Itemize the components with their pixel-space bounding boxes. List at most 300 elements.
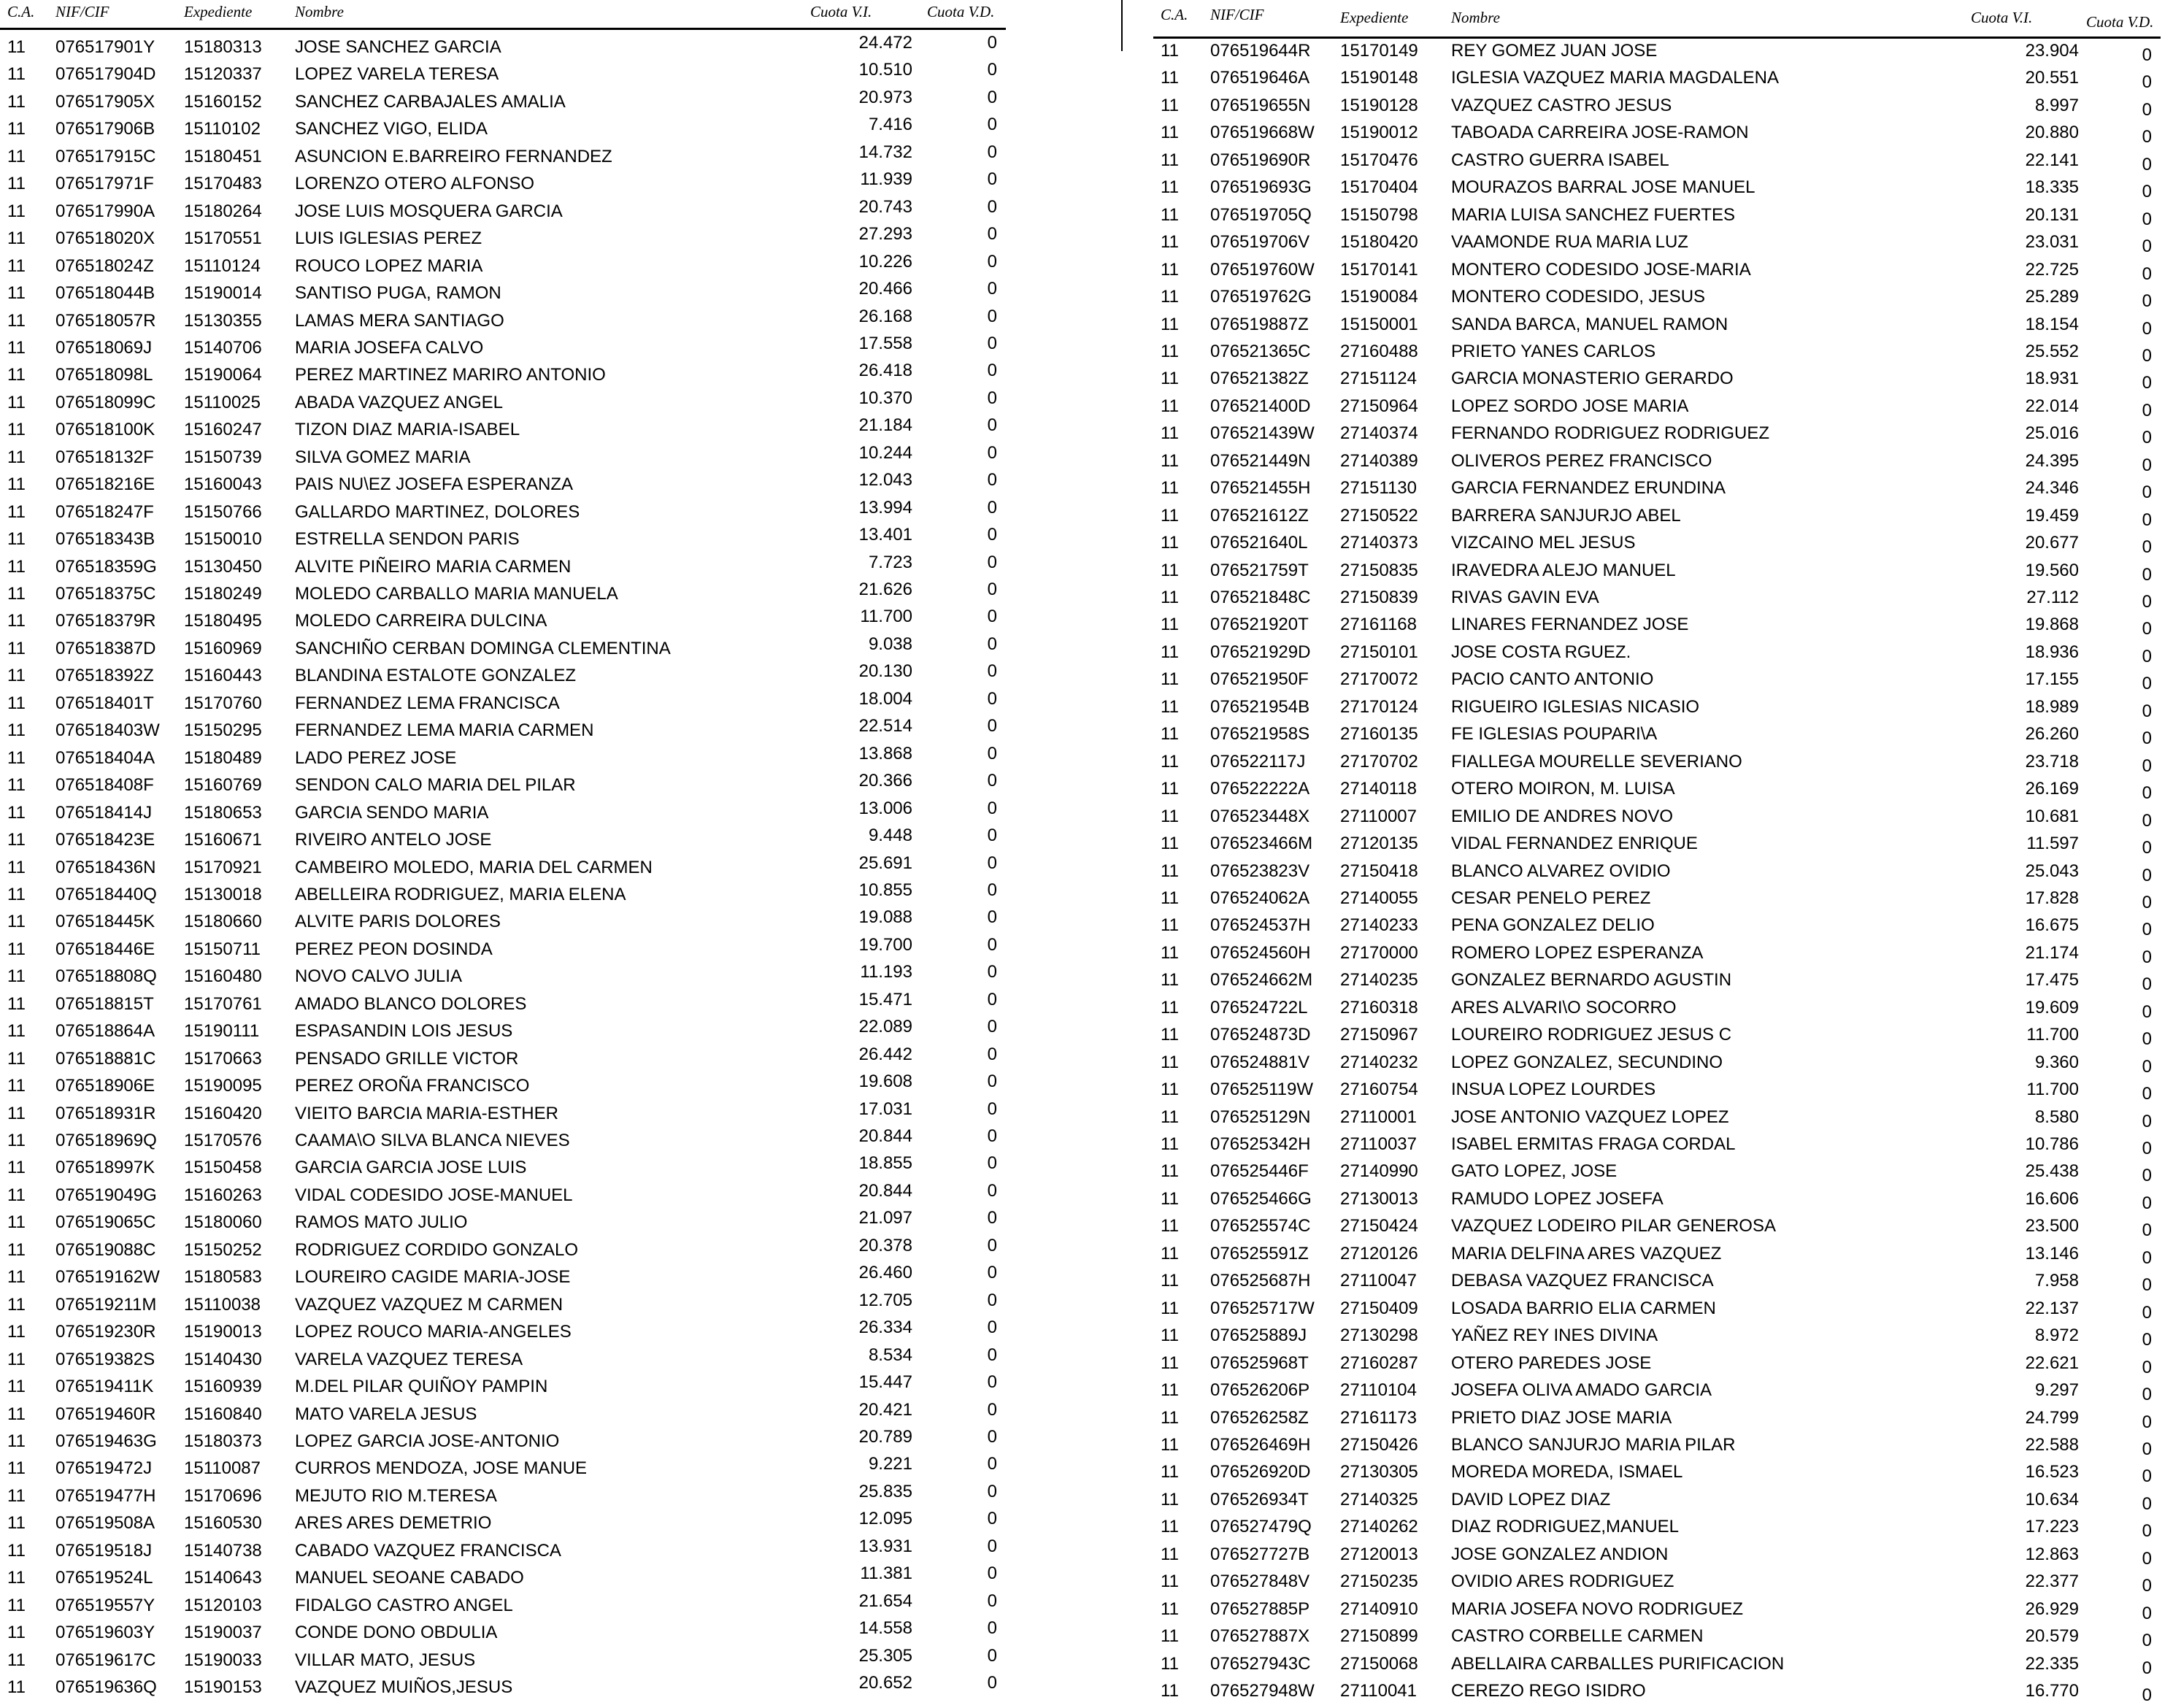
ca-cell: 11 [1161,41,1179,61]
expediente-cell: 27150967 [1340,1025,1418,1045]
cuota-vi-cell: 15.447 [858,1372,912,1393]
cuota-vd-cell: 0 [987,1536,997,1556]
table-row [0,442,1006,474]
nif-cell: 076519411K [55,1377,154,1397]
table-row [1153,1025,2161,1052]
nombre-cell: JOSE LUIS MOSQUERA GARCIA [295,201,563,221]
table-row [1153,506,2161,533]
nombre-cell: MONTERO CODESIDO JOSE-MARIA [1451,259,1751,280]
nombre-cell: MANUEL SEOANE CABADO [295,1568,524,1588]
nombre-cell: VIEITO BARCIA MARIA-ESTHER [295,1103,558,1123]
ca-cell: 11 [7,584,26,604]
cuota-vi-cell: 9.360 [2034,1052,2079,1072]
cuota-vd-cell: 0 [987,607,997,627]
nombre-cell: VAZQUEZ CASTRO JESUS [1451,95,1672,115]
expediente-cell: 15150252 [184,1239,262,1260]
cuota-vd-cell: 0 [2142,1247,2152,1268]
cuota-vi-cell: 7.723 [868,552,912,572]
nombre-cell: LINARES FERNANDEZ JOSE [1451,615,1689,635]
nombre-cell: GATO LOPEZ, JOSE [1451,1161,1618,1182]
cuota-vd-cell: 0 [987,880,997,900]
table-row [1153,342,2161,369]
nif-cell: 076527848V [1210,1572,1310,1592]
expediente-cell: 15180489 [184,747,262,768]
ca-cell: 11 [7,857,26,877]
cuota-vd-cell: 0 [987,798,997,818]
cuota-vd-cell: 0 [987,962,997,982]
ca-cell: 11 [7,501,26,522]
ca-cell: 11 [1161,751,1179,772]
ca-cell: 11 [7,802,26,823]
cuota-vd-cell: 0 [2142,1275,2152,1296]
nombre-cell: CASTRO CORBELLE CARMEN [1451,1626,1704,1647]
ca-cell: 11 [1161,1107,1179,1127]
expediente-cell: 15190013 [184,1322,262,1342]
nombre-cell: MEJUTO RIO M.TERESA [295,1485,497,1506]
nombre-cell: TIZON DIAZ MARIA-ISABEL [295,420,520,440]
nif-cell: 076525446F [1210,1161,1309,1182]
cuota-vi-cell: 15.471 [858,989,912,1009]
cuota-vd-cell: 0 [987,1126,997,1146]
cuota-vi-cell: 18.154 [2025,314,2079,334]
nombre-cell: ROMERO LOPEZ ESPERANZA [1451,942,1704,963]
cuota-vi-cell: 10.244 [858,442,912,463]
nombre-cell: M.DEL PILAR QUIÑOY PAMPIN [295,1377,548,1397]
nombre-cell: PRIETO YANES CARLOS [1451,341,1656,361]
nombre-cell: ALVITE PARIS DOLORES [295,912,501,932]
nif-cell: 076519230R [55,1322,156,1342]
cuota-vd-cell: 0 [987,907,997,928]
cuota-vd-cell: 0 [987,333,997,353]
nif-cell: 076525968T [1210,1353,1309,1373]
ca-cell: 11 [7,1267,26,1288]
expediente-cell: 27150068 [1340,1653,1418,1674]
table-row [0,1099,1006,1131]
nif-cell: 076519603Y [55,1623,155,1643]
table-row [1153,861,2161,888]
ca-cell: 11 [7,1212,26,1233]
table-row [0,1590,1006,1623]
cuota-vd-cell: 0 [987,1017,997,1037]
cuota-vd-cell: 0 [2142,236,2152,257]
nif-cell: 076518247F [55,501,154,522]
expediente-cell: 27150424 [1340,1216,1418,1236]
cuota-vi-cell: 20.579 [2025,1626,2079,1647]
table-row [1153,1216,2161,1243]
cuota-vi-cell: 26.929 [2025,1599,2079,1619]
table-row [0,1536,1006,1568]
expediente-cell: 27150426 [1340,1434,1418,1455]
expediente-cell: 15180264 [184,201,262,221]
nombre-cell: PEREZ OROÑA FRANCISCO [295,1076,530,1096]
nif-cell: 076519463G [55,1431,157,1451]
nif-cell: 076521612Z [1210,505,1309,526]
nombre-cell: ESPASANDIN LOIS JESUS [295,1021,513,1042]
nif-cell: 076521439W [1210,423,1315,444]
cuota-vd-cell: 0 [987,525,997,545]
nif-cell: 076524722L [1210,997,1308,1018]
nombre-cell: PACIO CANTO ANTONIO [1451,669,1654,690]
cuota-vi-cell: 9.038 [868,634,912,654]
nombre-cell: CASTRO GUERRA ISABEL [1451,150,1669,170]
nombre-cell: ABADA VAZQUEZ ANGEL [295,392,503,412]
cuota-vi-cell: 17.558 [858,333,912,353]
expediente-cell: 15120103 [184,1595,262,1615]
nombre-cell: ARES ARES DEMETRIO [295,1513,492,1534]
ca-cell: 11 [7,420,26,440]
cuota-vi-cell: 20.880 [2025,123,2079,143]
nif-cell: 076523466M [1210,834,1313,854]
nif-cell: 076525129N [1210,1107,1311,1127]
expediente-cell: 15180495 [184,611,262,631]
nombre-cell: GARCIA MONASTERIO GERARDO [1451,369,1734,389]
cuota-vi-cell: 9.448 [868,826,912,846]
ca-cell: 11 [1161,560,1179,580]
table-row [0,634,1006,666]
expediente-cell: 15170551 [184,228,262,249]
cuota-vd-cell: 0 [987,688,997,709]
cuota-vi-cell: 11.700 [2026,1025,2079,1045]
cuota-vd-cell: 0 [2142,728,2152,749]
cuota-vd-cell: 0 [987,1263,997,1283]
cuota-vi-cell: 13.146 [2025,1243,2079,1263]
ca-cell: 11 [7,37,26,57]
expediente-cell: 27150964 [1340,396,1418,416]
ca-cell: 11 [7,228,26,249]
nif-cell: 076519557Y [55,1595,155,1615]
cuota-vi-cell: 26.418 [858,361,912,381]
expediente-cell: 27140389 [1340,450,1418,471]
cuota-vd-cell: 0 [2142,1357,2152,1377]
table-row [1153,123,2161,150]
expediente-cell: 27130305 [1340,1462,1418,1482]
nombre-cell: LOSADA BARRIO ELIA CARMEN [1451,1298,1716,1318]
ca-cell: 11 [7,1595,26,1615]
table-row [0,989,1006,1021]
nombre-cell: PEREZ MARTINEZ MARIRO ANTONIO [295,365,606,385]
table-row [1153,697,2161,724]
nombre-cell: MARIA JOSEFA CALVO [295,337,484,358]
cuota-vi-cell: 22.141 [2025,150,2079,170]
nombre-cell: LAMAS MERA SANTIAGO [295,310,504,331]
cuota-vd-cell: 0 [2142,619,2152,639]
expediente-cell: 15190014 [184,283,262,304]
ca-cell: 11 [1161,505,1179,526]
cuota-vi-cell: 26.168 [858,306,912,326]
nombre-cell: ROUCO LOPEZ MARIA [295,255,483,276]
table-row [1153,1517,2161,1544]
ca-cell: 11 [7,747,26,768]
cuota-vd-cell: 0 [2142,209,2152,229]
expediente-cell: 15150766 [184,501,262,522]
cuota-vd-cell: 0 [2142,154,2152,174]
cuota-vd-cell: 0 [2142,1548,2152,1569]
expediente-cell: 15140643 [184,1568,262,1588]
cuota-vd-cell: 0 [987,634,997,654]
nombre-cell: DIAZ RODRIGUEZ,MANUEL [1451,1517,1680,1537]
expediente-cell: 27110041 [1340,1681,1417,1701]
cuota-vd-cell: 0 [2142,482,2152,503]
ca-cell: 11 [1161,1599,1179,1619]
table-row [1153,1544,2161,1572]
header-ca: C.A. [7,3,35,20]
nombre-cell: LOPEZ VARELA TERESA [295,64,499,85]
nif-cell: 076518132F [55,447,154,467]
cuota-vi-cell: 13.401 [858,525,912,545]
table-row [0,115,1006,146]
nif-cell: 076526258Z [1210,1407,1309,1428]
cuota-vi-cell: 18.936 [2025,642,2079,662]
cuota-vi-cell: 13.868 [858,743,912,763]
ca-cell: 11 [1161,1407,1179,1428]
cuota-vi-cell: 23.500 [2025,1216,2079,1236]
table-row [0,497,1006,529]
nombre-cell: JOSE ANTONIO VAZQUEZ LOPEZ [1451,1107,1729,1127]
nombre-cell: ISABEL ERMITAS FRAGA CORDAL [1451,1134,1736,1154]
nombre-cell: CABADO VAZQUEZ FRANCISCA [295,1540,561,1561]
table-row [0,1235,1006,1267]
table-row [0,415,1006,447]
expediente-cell: 27120126 [1340,1243,1418,1263]
cuota-vi-cell: 22.588 [2025,1434,2079,1455]
cuota-vd-cell: 0 [987,87,997,107]
nombre-cell: GARCIA FERNANDEZ ERUNDINA [1451,478,1726,499]
cuota-vd-cell: 0 [987,361,997,381]
nif-cell: 076519706V [1210,232,1310,253]
ca-cell: 11 [1161,1489,1179,1509]
table-row [1153,478,2161,505]
ca-cell: 11 [7,939,26,959]
nif-cell: 076517971F [55,174,154,194]
nif-cell: 076518440Q [55,884,157,904]
expediente-cell: 15160671 [184,830,262,850]
cuota-vd-cell: 0 [987,1590,997,1611]
cuota-vi-cell: 25.438 [2025,1161,2079,1182]
cuota-vd-cell: 0 [2142,537,2152,558]
header-nif: NIF/CIF [55,3,109,20]
nombre-cell: CESAR PENELO PEREZ [1451,888,1651,908]
table-row [0,361,1006,392]
table-row [0,1372,1006,1404]
ca-cell: 11 [1161,1161,1179,1182]
table-row [0,1317,1006,1349]
cuota-vi-cell: 9.221 [868,1454,912,1474]
nombre-cell: VAZQUEZ LODEIRO PILAR GENEROSA [1451,1216,1776,1236]
cuota-vi-cell: 25.305 [858,1645,912,1666]
expediente-cell: 27160135 [1340,724,1418,745]
cuota-vd-cell: 0 [987,388,997,408]
ca-cell: 11 [1161,68,1179,88]
nombre-cell: CEREZO REGO ISIDRO [1451,1681,1646,1701]
table-row [0,552,1006,584]
table-row [0,1208,1006,1239]
ca-cell: 11 [1161,588,1179,607]
nombre-cell: SANCHEZ VIGO, ELIDA [295,119,488,139]
cuota-vi-cell: 10.510 [858,60,912,80]
table-row [1153,177,2161,204]
expediente-cell: 27130013 [1340,1188,1418,1209]
nombre-cell: VIDAL FERNANDEZ ENRIQUE [1451,834,1698,854]
ca-cell: 11 [7,1677,26,1697]
nif-cell: 076525466G [1210,1188,1312,1209]
cuota-vi-cell: 10.370 [858,388,912,408]
cuota-vi-cell: 22.621 [2025,1353,2079,1373]
nif-cell: 076519693G [1210,177,1312,198]
nif-cell: 076518099C [55,392,156,412]
cuota-vi-cell: 21.184 [858,415,912,436]
table-row [1153,561,2161,588]
cuota-vi-cell: 21.174 [2025,942,2079,963]
expediente-cell: 15170761 [184,993,262,1014]
expediente-cell: 27150101 [1340,642,1418,662]
ca-cell: 11 [7,666,26,686]
nif-cell: 076519690R [1210,150,1311,170]
cuota-vi-cell: 19.609 [2025,997,2079,1018]
nombre-cell: SANCHIÑO CERBAN DOMINGA CLEMENTINA [295,638,671,658]
nif-cell: 076518044B [55,283,155,304]
cuota-vd-cell: 0 [987,1290,997,1310]
table-row [0,826,1006,857]
cuota-vd-cell: 0 [2142,1412,2152,1432]
cuota-vi-cell: 18.004 [858,688,912,709]
nif-cell: 076519472J [55,1458,153,1479]
cuota-vi-cell: 20.973 [858,87,912,107]
expediente-cell: 27151130 [1340,478,1417,499]
expediente-cell: 15160043 [184,474,262,495]
ca-cell: 11 [1161,1544,1179,1564]
nif-cell: 076523448X [1210,806,1310,826]
cuota-vi-cell: 16.523 [2025,1462,2079,1482]
ca-cell: 11 [7,447,26,467]
nif-cell: 076519065C [55,1212,156,1233]
table-row [1153,150,2161,177]
nombre-cell: FIDALGO CASTRO ANGEL [295,1595,513,1615]
expediente-cell: 15170696 [184,1485,262,1506]
nombre-cell: OVIDIO ARES RODRIGUEZ [1451,1572,1674,1592]
table-row [0,716,1006,747]
cuota-vi-cell: 20.743 [858,196,912,217]
cuota-vi-cell: 21.626 [858,580,912,599]
ca-cell: 11 [7,1485,26,1506]
cuota-vd-cell: 0 [2142,1466,2152,1487]
table-row [1153,1080,2161,1107]
table-row [0,1454,1006,1485]
table-row [0,880,1006,912]
ca-cell: 11 [7,1131,26,1150]
expediente-cell: 15130450 [184,556,262,577]
ca-cell: 11 [1161,1653,1179,1674]
ca-cell: 11 [1161,806,1179,826]
cuota-vd-cell: 0 [987,661,997,682]
nombre-cell: CAMBEIRO MOLEDO, MARIA DEL CARMEN [295,857,653,877]
nombre-cell: LUIS IGLESIAS PEREZ [295,228,482,249]
ca-cell: 11 [7,775,26,796]
table-row [0,279,1006,310]
ca-cell: 11 [1161,779,1179,799]
nif-cell: 076527727B [1210,1544,1310,1564]
table-row [1153,260,2161,287]
ca-cell: 11 [1161,259,1179,280]
table-row [1153,205,2161,232]
expediente-cell: 27110047 [1340,1271,1417,1291]
nombre-cell: SANTISO PUGA, RAMON [295,283,501,304]
cuota-vi-cell: 19.459 [2025,505,2079,526]
nombre-cell: VIDAL CODESIDO JOSE-MANUEL [295,1185,573,1205]
cuota-vd-cell: 0 [987,1618,997,1639]
cuota-vi-cell: 20.130 [858,661,912,682]
ca-cell: 11 [1161,314,1179,334]
cuota-vi-cell: 18.335 [2025,177,2079,198]
nombre-cell: BARRERA SANJURJO ABEL [1451,505,1681,526]
cuota-vi-cell: 22.377 [2025,1572,2079,1592]
nif-cell: 076521848C [1210,588,1311,607]
ca-cell: 11 [1161,1188,1179,1209]
nif-cell: 076518020X [55,228,155,249]
cuota-vi-cell: 10.855 [858,880,912,900]
expediente-cell: 15140430 [184,1349,262,1369]
ca-cell: 11 [1161,1681,1179,1701]
cuota-vd-cell: 0 [987,580,997,599]
cuota-vi-cell: 26.442 [858,1044,912,1064]
nombre-cell: LOPEZ GARCIA JOSE-ANTONIO [295,1431,560,1451]
table-row [0,1126,1006,1158]
nombre-cell: MARIA DELFINA ARES VAZQUEZ [1451,1243,1722,1263]
nombre-cell: ASUNCION E.BARREIRO FERNANDEZ [295,146,612,166]
ca-cell: 11 [7,91,26,112]
ca-cell: 11 [1161,396,1179,416]
nombre-cell: GARCIA SENDO MARIA [295,802,489,823]
cuota-vi-cell: 7.416 [868,115,912,135]
expediente-cell: 15110124 [184,255,261,276]
expediente-cell: 27170124 [1340,696,1418,717]
cuota-vi-cell: 26.260 [2025,724,2079,745]
nombre-cell: JOSE COSTA RGUEZ. [1451,642,1631,662]
nif-cell: 076519762G [1210,287,1312,307]
nif-cell: 076519049G [55,1185,157,1205]
table-row [0,251,1006,283]
expediente-cell: 15180373 [184,1431,262,1451]
nombre-cell: OTERO PAREDES JOSE [1451,1353,1652,1373]
cuota-vd-cell: 0 [2142,1493,2152,1514]
nif-cell: 076519460R [55,1404,156,1424]
header-cuota-vi: Cuota V.I. [1971,9,2033,26]
nif-cell: 076518808Q [55,966,157,987]
nif-cell: 076523823V [1210,861,1310,881]
cuota-vi-cell: 19.560 [2025,560,2079,580]
nombre-cell: RIVAS GAVIN EVA [1451,588,1599,607]
expediente-cell: 15190064 [184,365,262,385]
cuota-vd-cell: 0 [987,115,997,135]
cuota-vd-cell: 0 [987,1481,997,1501]
ca-cell: 11 [1161,177,1179,198]
nombre-cell: ESTRELLA SENDON PARIS [295,529,520,550]
cuota-vi-cell: 25.289 [2025,287,2079,307]
ca-cell: 11 [1161,615,1179,635]
expediente-cell: 15180060 [184,1212,262,1233]
nombre-cell: BLANCO ALVAREZ OVIDIO [1451,861,1671,881]
nombre-cell: GONZALEZ BERNARDO AGUSTIN [1451,970,1732,990]
ca-cell: 11 [1161,1080,1179,1100]
nombre-cell: LOUREIRO CAGIDE MARIA-JOSE [295,1267,571,1288]
ca-cell: 11 [7,64,26,85]
nif-cell: 076518375C [55,584,156,604]
expediente-cell: 15180653 [184,802,262,823]
cuota-vi-cell: 17.031 [858,1099,912,1119]
cuota-vi-cell: 21.654 [858,1590,912,1611]
table-row [0,87,1006,119]
expediente-cell: 27140055 [1340,888,1418,908]
nif-cell: 076517901Y [55,37,155,57]
